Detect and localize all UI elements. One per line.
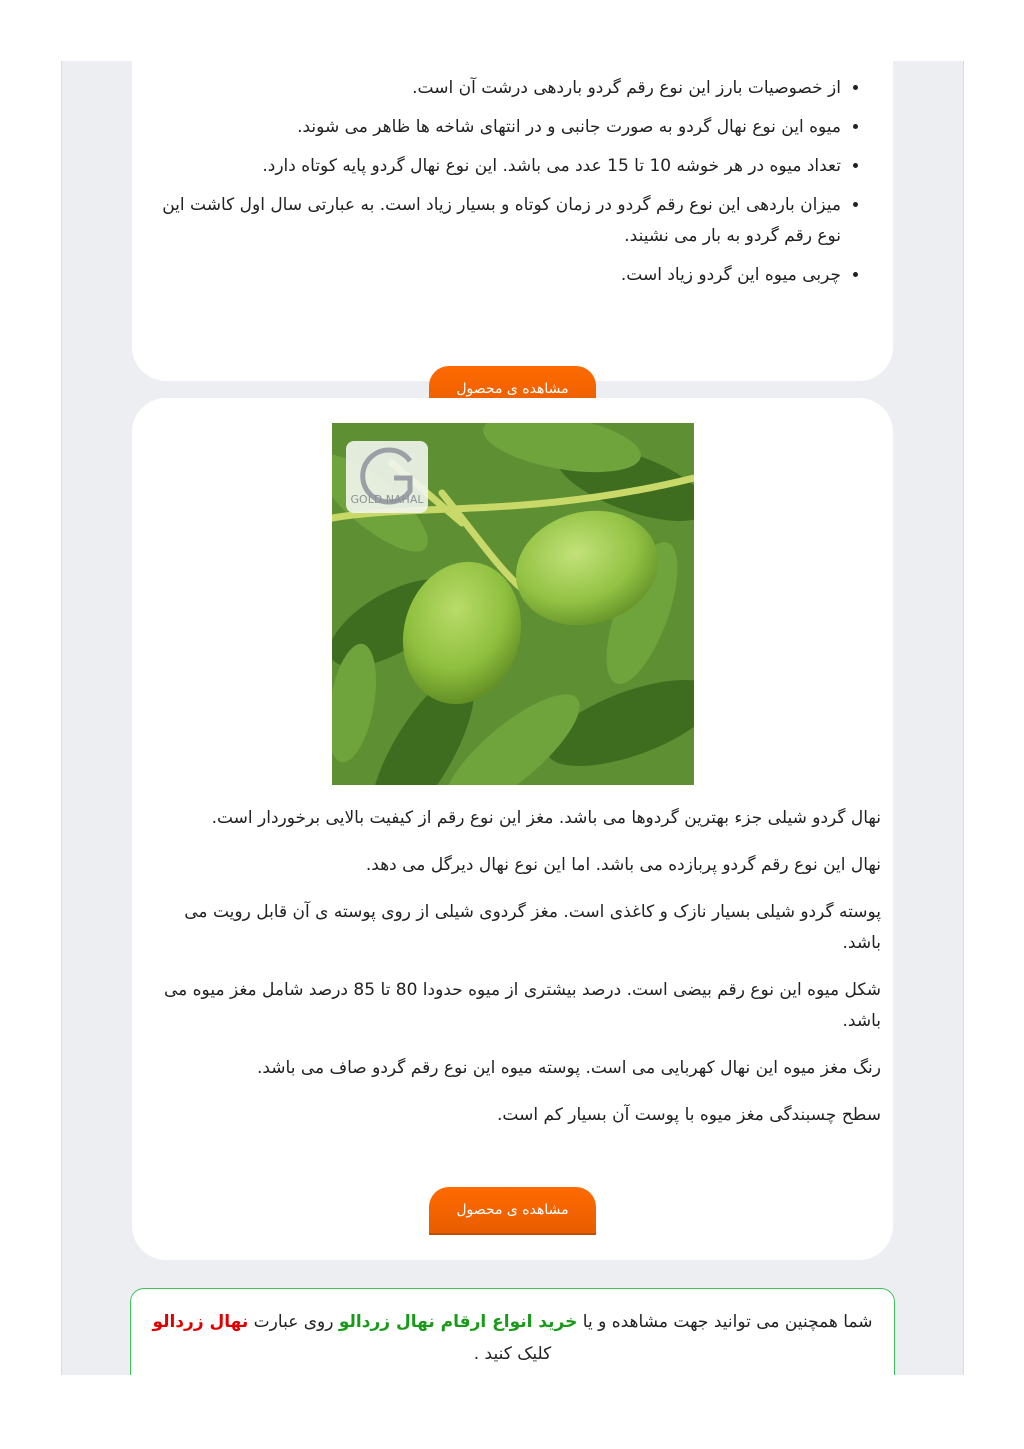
note-text bbox=[131, 1289, 894, 1370]
description-paragraph: پوسته گردو شیلی بسیار نازک و کاغذی است. مغز گردوی شیلی از روی پوسته ی آن قابل رویت می باشد. bbox=[184, 902, 881, 953]
view-product-button[interactable]: مشاهده ی محصول bbox=[429, 366, 596, 412]
buy-apricot-varieties-link[interactable]: خرید انواع ارقام نهال زردالو bbox=[338, 1312, 578, 1332]
apricot-seedling-link[interactable]: نهال زردالو bbox=[152, 1312, 249, 1332]
page-background bbox=[61, 61, 964, 1375]
walnut-product-image bbox=[332, 423, 694, 785]
apricot-link-note bbox=[130, 1288, 895, 1375]
feature-item: • چربی میوه این گردو زیاد است. bbox=[151, 260, 841, 291]
description-paragraph: رنگ مغز میوه این نهال کهربایی می است. پوسته میوه این نوع رقم گردو صاف می باشد. bbox=[256, 1058, 881, 1078]
description-paragraph: نهال گردو شیلی جزء بهترین گردوها می باشد. مغز این نوع رقم از کیفیت بالایی برخوردار است. bbox=[211, 808, 881, 828]
feature-item: • میزان باردهی این نوع رقم گردو در زمان کوتاه و بسیار زیاد است. به عبارتی سال اول کاشت این نوع رقم گردو به بار می نشیند. bbox=[151, 190, 841, 252]
product-description bbox=[153, 803, 881, 1147]
view-product-button[interactable]: مشاهده ی محصول bbox=[429, 1187, 596, 1233]
product-card-shiley-walnut bbox=[132, 398, 893, 1260]
feature-item: • میوه این نوع نهال گردو به صورت جانبی و در انتهای شاخه ها ظاهر می شوند. bbox=[151, 112, 841, 143]
feature-item: • از خصوصیات بارز این نوع رقم گردو باردهی درشت آن است. bbox=[151, 73, 841, 104]
description-paragraph: نهال این نوع رقم گردو پربازده می باشد. اما این نوع نهال دیرگل می دهد. bbox=[365, 855, 881, 875]
note-text-part: شما همچنین می توانید جهت مشاهده و یا bbox=[577, 1312, 873, 1332]
gold-nahal-logo-text: GOLD NAHAL bbox=[350, 493, 424, 506]
description-paragraph: شکل میوه این نوع رقم بیضی است. درصد بیشتری از میوه حدودا 80 تا 85 درصد شامل مغز میوه می باشد. bbox=[163, 980, 881, 1031]
note-text-part: کلیک کنید . bbox=[473, 1344, 552, 1364]
note-text-part: روی عبارت bbox=[248, 1312, 339, 1332]
feature-item: • تعداد میوه در هر خوشه 10 تا 15 عدد می باشد. این نوع نهال گردو پایه کوتاه دارد. bbox=[151, 151, 841, 182]
description-paragraph: سطح چسبندگی مغز میوه با پوست آن بسیار کم است. bbox=[497, 1105, 881, 1125]
product-card-features bbox=[132, 61, 893, 397]
feature-list bbox=[151, 73, 863, 299]
